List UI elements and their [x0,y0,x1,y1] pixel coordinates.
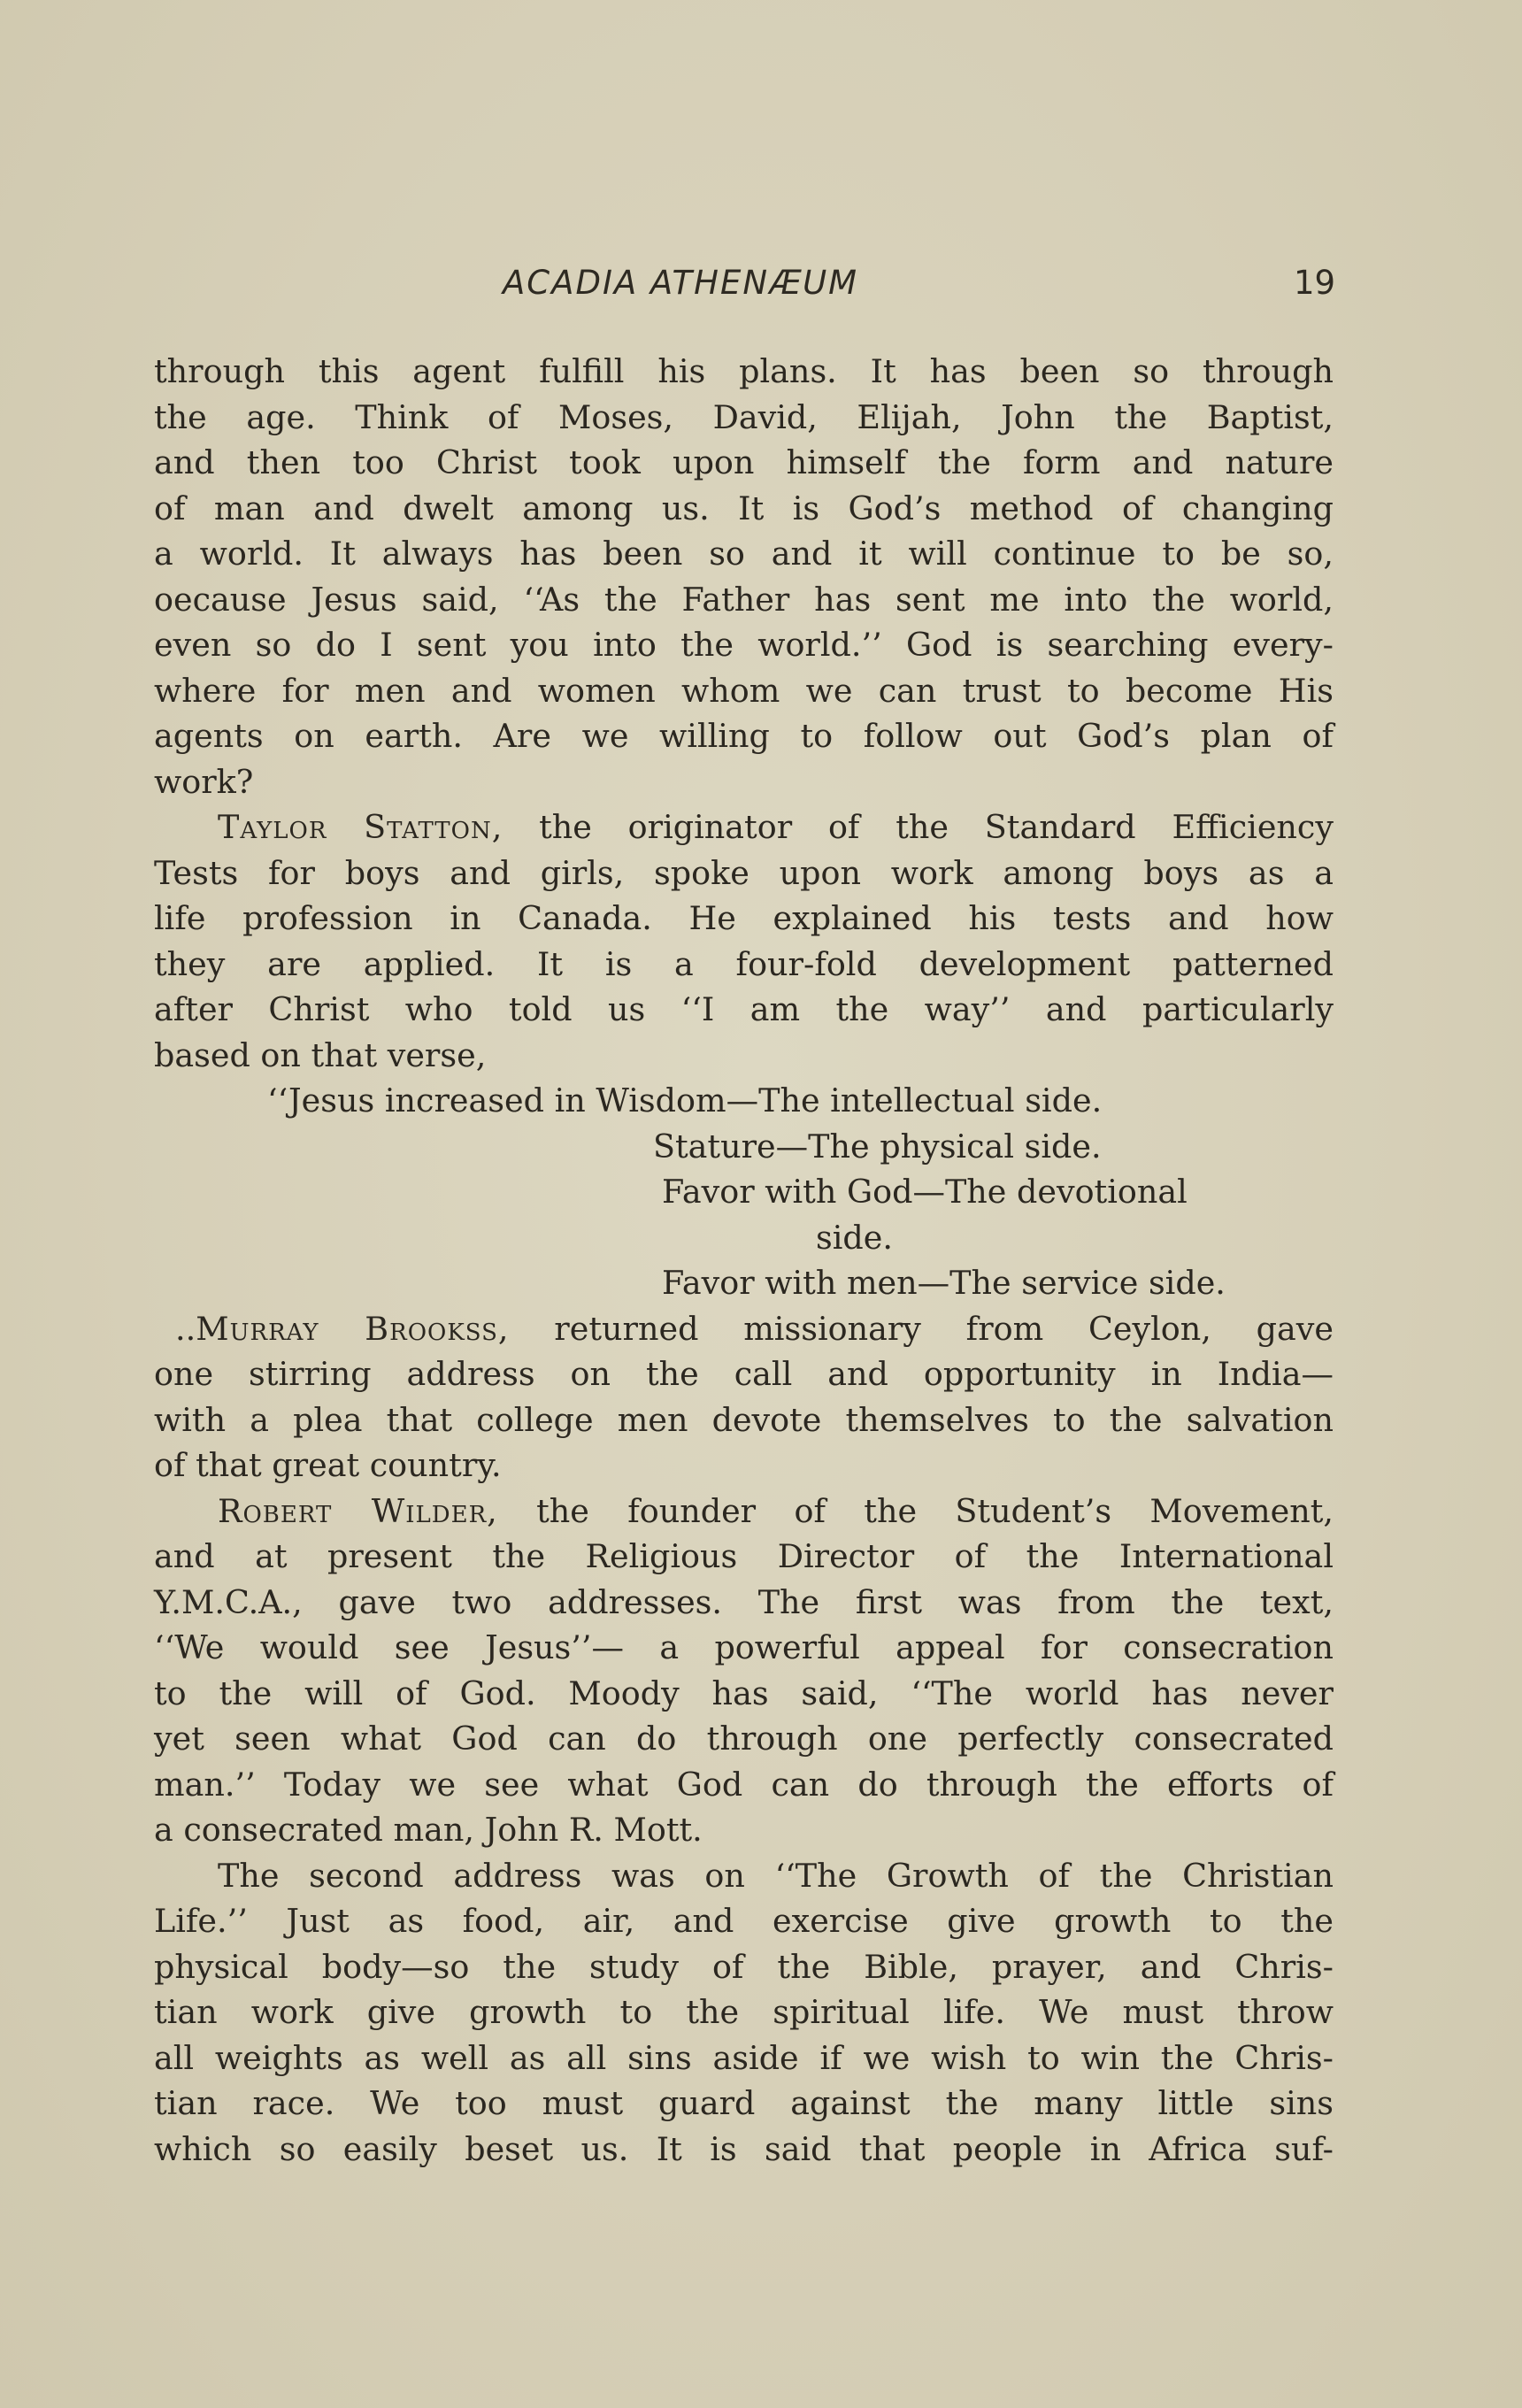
verse-line: Favor with men—The service side. [662,1264,1226,1302]
running-header [0,264,1522,308]
text-line: Y.M.C.A., gave two addresses. The first was from the text, [154,1582,1334,1621]
text-segment: .. [175,1309,196,1348]
text-line: tian work give growth to the spiritual life. We must throw [154,1993,1334,2031]
text-line: a world. It always has been so and it will continue to be so, [154,535,1334,573]
text-line: the age. Think of Moses, David, Elijah, John the Baptist, [154,397,1334,436]
text-line: tian race. We too must guard against the many little sins [154,2084,1334,2122]
text-line: where for men and women whom we can trust to become His [154,671,1334,710]
paragraph-start-line: The second address was on ‘‘The Growth of the Christian [218,1856,1334,1895]
text-line: and at present the Religious Director of the International [154,1537,1334,1575]
text-line: physical body—so the study of the Bible, prayer, and Chris- [154,1947,1334,1986]
text-line: a consecrated man, John R. Mott. [154,1811,703,1849]
verse-line: Stature—The physical side. [653,1127,1102,1166]
text-segment: the founder of the Student’s Movement, [497,1491,1334,1530]
text-line: through this agent fulfill his plans. It has been so through [154,352,1334,390]
paragraph-start-line [154,804,1334,850]
text-line: they are applied. It is a four-fold development patterned [154,944,1334,983]
text-line: ‘‘We would see Jesus’’— a powerful appeal for consecration [154,1628,1334,1666]
speaker-name-murray-brookss: Murray Brookss, [196,1309,510,1348]
text-line: Tests for boys and girls, spoke upon work among boys as a [154,853,1334,892]
text-line: of that great country. [154,1446,502,1484]
verse-line: Favor with God—The devotional [662,1173,1188,1211]
paragraph-start-line [154,1489,1334,1535]
text-line: work? [154,762,254,801]
text-line: oecause Jesus said, ‘‘As the Father has sent me into the world, [154,580,1334,619]
text-segment: the originator of the Standard Efficiency [503,808,1334,846]
text-line: based on that verse, [154,1035,487,1074]
text-line: to the will of God. Moody has said, ‘‘The world has never [154,1673,1334,1712]
text-segment: returned missionary from Ceylon, gave [509,1309,1334,1348]
verse-line: side. [816,1218,893,1257]
text-line: one stirring address on the call and opportunity in India— [154,1355,1334,1393]
paragraph-start-line [154,1306,1334,1352]
text-line: after Christ who told us ‘‘I am the way’’ and particularly [154,990,1334,1028]
speaker-name-taylor-statton: Taylor Statton, [218,808,503,846]
page-number: 19 [1294,264,1336,302]
text-line: with a plea that college men devote themselves to the salvation [154,1400,1334,1439]
text-line: which so easily beset us. It is said that people in Africa suf- [154,2129,1334,2168]
text-line: Life.’’ Just as food, air, and exercise give growth to the [154,1902,1334,1940]
verse-line: ‘‘Jesus increased in Wisdom—The intellectual side. [267,1081,1103,1119]
text-line: man.’’ Today we see what God can do through the efforts of [154,1765,1334,1804]
article-body [154,349,1334,2172]
text-line: even so do I sent you into the world.’’ God is searching every- [154,626,1334,664]
text-line: and then too Christ took upon himself the form and nature [154,443,1334,481]
speaker-name-robert-wilder: Robert Wilder, [218,1491,498,1530]
text-line: of man and dwelt among us. It is God’s method of changing [154,489,1334,527]
text-line: agents on earth. Are we willing to follow out God’s plan of [154,717,1334,755]
text-line: yet seen what God can do through one perfectly consecrated [154,1719,1334,1758]
running-title: ACADIA ATHENÆUM [503,264,859,302]
text-line: life profession in Canada. He explained his tests and how [154,899,1334,937]
text-line: all weights as well as all sins aside if we wish to win the Chris- [154,2038,1334,2077]
